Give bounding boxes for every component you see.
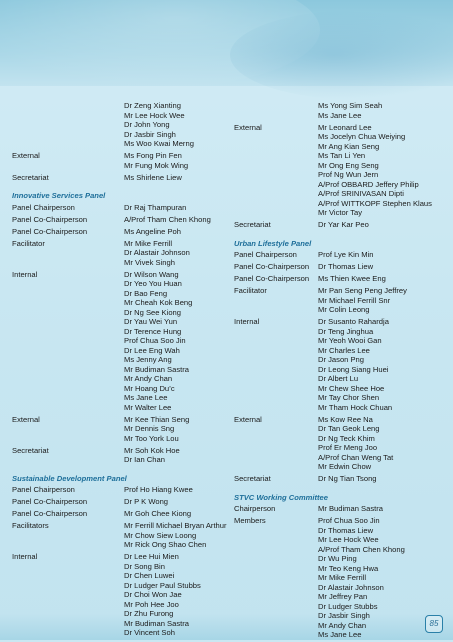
sustainable-development-panel — [12, 474, 232, 638]
role-label: External — [12, 151, 40, 160]
role-label: Panel Co-Chairperson — [12, 214, 88, 224]
member-name: Dr Ng Tian Tsong — [318, 474, 377, 483]
names-list — [124, 270, 232, 413]
member-name: Dr Ian Chan — [124, 455, 165, 464]
names-list — [124, 509, 232, 519]
member-list — [12, 485, 232, 638]
member-name: Mr Chow Siew Loong — [124, 530, 197, 540]
role-group — [234, 220, 453, 230]
role-label: Facilitator — [234, 286, 267, 295]
member-name: Mr Budiman Sastra — [124, 618, 189, 628]
member-name: Mr Charles Lee — [318, 345, 370, 355]
role-label: Secretariat — [12, 172, 49, 182]
member-name: Dr Susanto Rahardja — [318, 317, 389, 326]
member-name: Mr Chew Shee Hoe — [318, 383, 385, 393]
member-name: Mr Budiman Sastra — [318, 504, 383, 513]
names-list — [318, 250, 453, 260]
role-group — [12, 270, 232, 413]
names-list — [124, 415, 232, 444]
member-name: Mr Edwin Chow — [318, 462, 372, 471]
member-name: Ms Tan Li Yen — [318, 151, 366, 160]
member-name: Dr Thomas Liew — [318, 525, 374, 535]
member-name: A/Prof OBBARD Jeffery Philip — [318, 179, 419, 189]
member-name: Ms Angeline Poh — [124, 226, 181, 236]
innovative-services-panel — [12, 191, 232, 465]
names-list — [124, 215, 232, 225]
member-name: Mr Walter Lee — [124, 402, 172, 412]
names-list — [124, 151, 232, 170]
member-name: Dr Yar Kar Peo — [318, 220, 369, 229]
role-group — [12, 509, 232, 519]
role-group — [12, 446, 232, 465]
urban-lifestyle-panel — [234, 239, 453, 484]
member-list — [234, 504, 453, 640]
member-name: A/Prof SRINIVASAN Dipti — [318, 189, 404, 198]
member-name: Mr Andy Chan — [124, 374, 173, 383]
member-name: Mr Tham Hock Chuan — [318, 402, 393, 412]
section-heading: Urban Lifestyle Panel — [234, 238, 312, 248]
role-group — [234, 317, 453, 412]
role-label: Panel Chairperson — [12, 202, 75, 212]
role-group — [234, 250, 453, 260]
member-name: A/Prof Tham Chen Khong — [318, 544, 405, 554]
member-name: A/Prof Chan Weng Tat — [318, 452, 394, 462]
member-name: Mr Victor Tay — [318, 208, 363, 217]
role-group — [12, 521, 232, 550]
member-name: Mr Poh Hee Joo — [124, 599, 179, 609]
role-label: Internal — [12, 552, 38, 561]
member-name: Ms Yong Sim Seah — [318, 101, 383, 110]
member-name: Mr Dennis Sng — [124, 424, 175, 433]
member-name: Mr Kee Thian Seng — [124, 414, 190, 424]
names-list — [318, 262, 453, 272]
names-list — [318, 220, 453, 230]
member-name: Prof Chua Soo Jin — [318, 516, 380, 525]
member-name: Dr Raj Thampuran — [124, 202, 187, 212]
member-name: Dr Alastair Johnson — [318, 582, 384, 592]
names-list — [124, 203, 232, 213]
role-label: Panel Co-Chairperson — [234, 274, 310, 283]
names-list — [124, 101, 232, 149]
member-name: Dr Lee Eng Wah — [124, 345, 180, 355]
member-name: Prof Chua Soo Jin — [124, 336, 186, 345]
member-name: Mr Ong Eng Seng — [318, 160, 379, 170]
role-label: Internal — [234, 317, 260, 326]
member-name: Mr Yeoh Wooi Gan — [318, 336, 382, 345]
role-label: Panel Co-Chairperson — [12, 497, 88, 506]
member-name: Dr Vincent Soh — [124, 628, 175, 637]
member-name: Dr Jasbir Singh — [318, 611, 370, 620]
member-name: Dr Choi Won Jae — [124, 590, 182, 599]
member-name: Prof Ho Hiang Kwee — [124, 485, 193, 494]
member-name: Mr Vivek Singh — [124, 257, 175, 267]
member-name: Mr Michael Ferrill Snr — [318, 295, 391, 305]
member-name: Mr Pan Seng Peng Jeffrey — [318, 286, 407, 295]
role-label: Secretariat — [234, 220, 271, 229]
names-list — [318, 101, 453, 120]
member-name: Dr P K Wong — [124, 497, 169, 506]
member-name: Mr Leonard Lee — [318, 122, 372, 132]
section-heading: Sustainable Development Panel — [12, 473, 127, 483]
member-name: Dr Tan Geok Leng — [318, 424, 380, 433]
member-name: Mr Mike Ferrill — [318, 573, 367, 582]
names-list — [124, 552, 232, 638]
member-name: Mr Colin Leong — [318, 305, 370, 314]
member-name: Dr Ng See Kiong — [124, 307, 181, 317]
stvc-working-committee — [234, 493, 453, 640]
names-list — [124, 485, 232, 495]
member-name: Mr Rick Ong Shao Chen — [124, 540, 207, 549]
names-list — [318, 504, 453, 514]
role-label — [12, 101, 124, 149]
member-name: Dr Bao Feng — [124, 288, 168, 298]
role-group — [12, 151, 232, 170]
role-group — [12, 173, 232, 183]
member-name: Dr Jasbir Singh — [124, 129, 176, 139]
member-name: Dr Yau Wei Yun — [124, 317, 178, 326]
member-name: Ms Jocelyn Chua Weiying — [318, 132, 406, 141]
names-list — [124, 227, 232, 237]
role-group — [234, 516, 453, 640]
member-name: Mr Soh Kok Hoe — [124, 445, 180, 455]
member-name: Ms Kow Ree Na — [318, 414, 373, 424]
member-name: Dr Yeo You Huan — [124, 279, 182, 288]
member-name: Mr Hoang Du’c — [124, 383, 175, 393]
role-label: External — [12, 414, 40, 424]
role-label: Internal — [12, 269, 38, 279]
member-name: Dr Zeng Xianting — [124, 101, 181, 110]
member-name: Dr Wu Ping — [318, 554, 357, 563]
role-label: Panel Co-Chairperson — [12, 226, 88, 236]
role-label: Facilitator — [12, 238, 45, 248]
names-list — [318, 474, 453, 484]
page-number: 85 — [425, 615, 443, 633]
role-label: External — [234, 414, 262, 424]
member-name: Mr Budiman Sastra — [124, 364, 189, 374]
member-name: Dr Lee Hui Mien — [124, 552, 179, 561]
member-name: Mr Too York Lou — [124, 433, 179, 443]
role-group — [234, 123, 453, 218]
member-name: Dr Chen Luwei — [124, 571, 175, 580]
member-name: Prof Ng Wun Jern — [318, 170, 379, 179]
panel-continued-list — [234, 101, 453, 230]
member-name: Mr Tay Chor Shen — [318, 393, 380, 402]
names-list — [318, 317, 453, 412]
role-label: Chairperson — [234, 504, 276, 513]
member-name: Ms Fong Pin Fen — [124, 151, 182, 160]
role-group — [234, 474, 453, 484]
member-name: Ms Jane Lee — [124, 393, 168, 402]
role-label: Panel Co-Chairperson — [12, 509, 88, 518]
role-label: Members — [234, 516, 266, 525]
role-label: Facilitators — [12, 521, 49, 530]
role-group — [12, 497, 232, 507]
member-name: Ms Woo Kwai Merng — [124, 139, 194, 148]
member-name: Dr Zhu Furong — [124, 609, 174, 618]
role-label — [234, 101, 318, 120]
member-name: Dr Leong Siang Huei — [318, 364, 389, 374]
member-name: Dr Ng Teck Khim — [318, 433, 375, 443]
role-group — [12, 485, 232, 495]
member-name: A/Prof Tham Chen Khong — [124, 214, 211, 224]
member-name: Mr Lee Hock Wee — [318, 535, 379, 544]
right-column — [234, 101, 453, 642]
member-name: Dr Albert Lu — [318, 374, 359, 383]
role-group — [12, 203, 232, 213]
member-name: Prof Er Meng Joo — [318, 443, 378, 452]
member-name: Ms Thien Kwee Eng — [318, 274, 386, 283]
role-group — [12, 415, 232, 444]
member-name: Mr Jeffrey Pan — [318, 592, 368, 601]
member-name: Mr Ang Kian Seng — [318, 141, 380, 151]
member-name: Mr Teo Keng Hwa — [318, 563, 379, 573]
role-group — [12, 552, 232, 638]
member-name: Dr Song Bin — [124, 561, 165, 571]
role-group — [12, 227, 232, 237]
member-name: Dr Terence Hung — [124, 326, 182, 336]
role-label: External — [234, 122, 262, 132]
names-list — [124, 239, 232, 268]
names-list — [124, 446, 232, 465]
names-list — [318, 415, 453, 472]
member-name: Dr Thomas Liew — [318, 262, 374, 271]
section-heading: STVC Working Committee — [234, 492, 328, 502]
role-group — [12, 239, 232, 268]
member-name: Mr Fung Mok Wing — [124, 160, 189, 170]
member-name: Dr Ludger Paul Stubbs — [124, 580, 201, 590]
member-name: Mr Lee Hock Wee — [124, 110, 185, 120]
names-list — [124, 497, 232, 507]
names-list — [124, 173, 232, 183]
member-name: Ms Jenny Ang — [124, 355, 172, 364]
member-name: Mr Andy Chan — [318, 620, 367, 630]
member-name: Mr Mike Ferrill — [124, 238, 173, 248]
role-label: Panel Chairperson — [12, 485, 75, 494]
panel-continued-list — [12, 101, 232, 182]
role-group — [234, 504, 453, 514]
names-list — [318, 286, 453, 315]
member-name: Dr Teng Jinghua — [318, 326, 374, 336]
role-group — [234, 415, 453, 472]
member-name: Ms Jane Lee — [318, 630, 362, 639]
role-label: Panel Chairperson — [234, 250, 297, 259]
names-list — [124, 521, 232, 550]
member-name: Prof Lye Kin Min — [318, 250, 374, 259]
role-group — [234, 286, 453, 315]
role-group — [234, 262, 453, 272]
role-label: Panel Co-Chairperson — [234, 262, 310, 271]
role-group — [234, 101, 453, 120]
role-group — [234, 274, 453, 284]
member-name: Dr Jason Png — [318, 355, 365, 364]
member-name: Dr Wilson Wang — [124, 269, 179, 279]
member-name: Dr John Yong — [124, 120, 170, 129]
role-group — [12, 101, 232, 149]
member-name: Mr Ferrill Michael Bryan Arthur — [124, 521, 227, 530]
names-list — [318, 274, 453, 284]
role-group — [12, 215, 232, 225]
member-name: Mr Cheah Kok Beng — [124, 298, 193, 307]
section-heading: Innovative Services Panel — [12, 191, 106, 200]
member-name: Dr Ludger Stubbs — [318, 601, 378, 611]
role-label: Secretariat — [12, 445, 49, 455]
member-name: Mr Goh Chee Kiong — [124, 509, 192, 518]
member-list — [234, 250, 453, 484]
names-list — [318, 123, 453, 218]
member-name: Dr Alastair Johnson — [124, 248, 190, 257]
member-name: Ms Shirlene Liew — [124, 172, 182, 182]
role-label: Secretariat — [234, 474, 271, 483]
member-name: Ms Jane Lee — [318, 110, 362, 120]
member-list — [12, 203, 232, 465]
member-name: A/Prof WITTKOPF Stephen Klaus — [318, 198, 432, 208]
left-column — [12, 101, 232, 640]
